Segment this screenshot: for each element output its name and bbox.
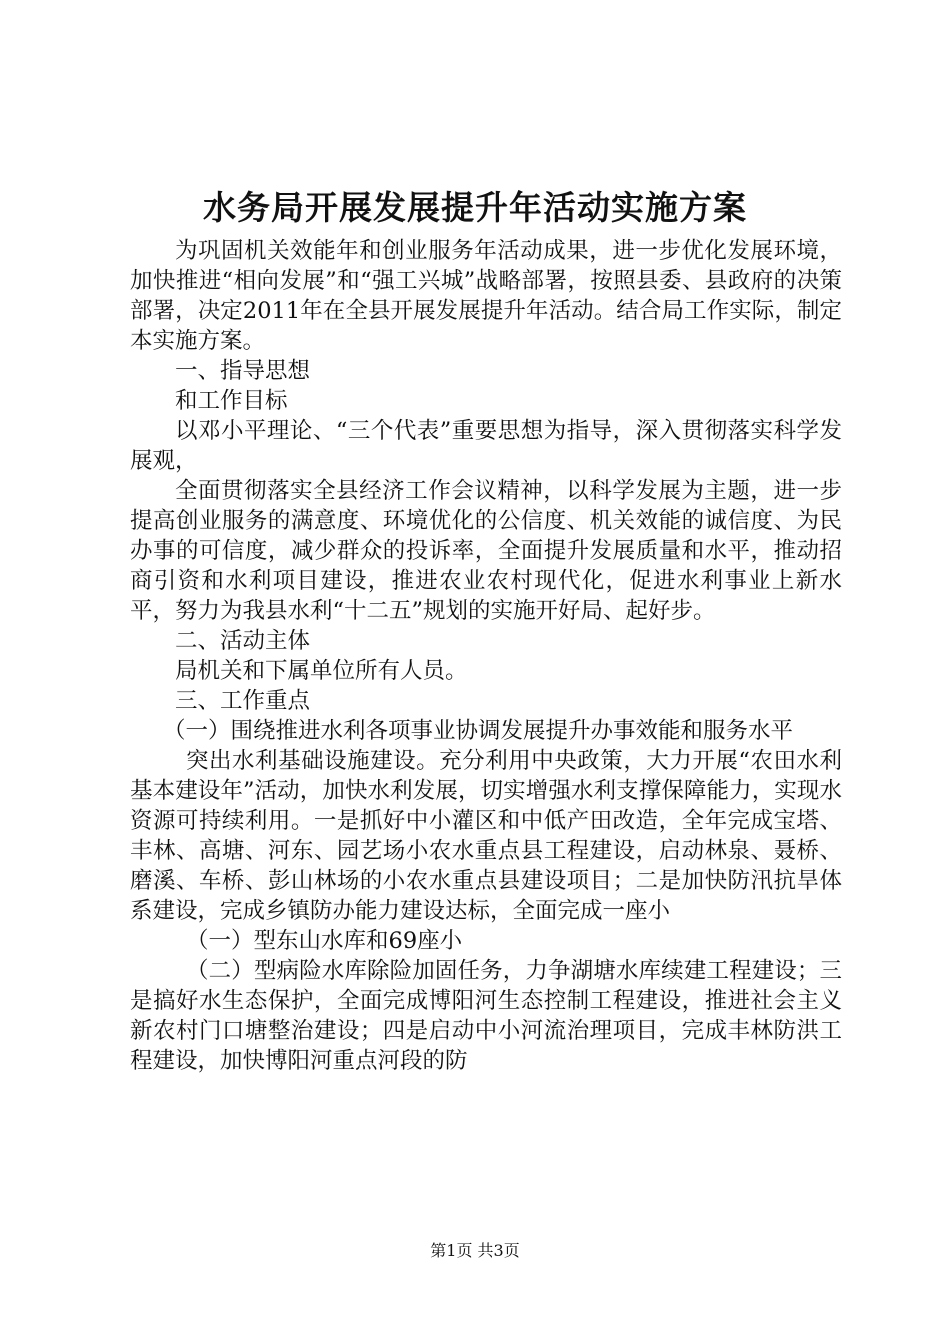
section-heading-continuation: 和工作目标 <box>175 388 288 414</box>
paragraph-subject: 局机关和下属单位所有人员。 <box>175 658 468 684</box>
paragraph-goals: 全面贯彻落实全县经济工作会议精神，以科学发展为主题，进一步提高创业服务的满意度、环境优化的公信度、机关效能的诚信度、为民办事的可信度，减少群众的投诉率，全面提升发展质量和水平，推动招商引资和水利项目建设，推进农业农村现代化，促进水利事业上新水平，努力为我县水利“十二五”规划的实施开好局、起好步。 <box>130 478 842 624</box>
subsection-heading-1: （一）围绕推进水利各项事业协调发展提升办事效能和服务水平 <box>163 718 794 744</box>
document-title: 水务局开展发展提升年活动实施方案 <box>203 188 747 227</box>
paragraph-guidance: 以邓小平理论、“三个代表”重要思想为指导，深入贯彻落实科学发展观， <box>130 418 842 474</box>
section-heading-activity-subject: 二、活动主体 <box>175 628 311 654</box>
paragraph-reservoir-2: （二）型病险水库除险加固任务，力争湖塘水库续建工程建设；三是搞好水生态保护，全面完成博阳河生态控制工程建设，推进社会主义新农村门口塘整治建设；四是启动中小河流治理项目，完成丰林防洪工程建设，加快博阳河重点河段的防 <box>130 958 842 1074</box>
section-heading-work-focus: 三、工作重点 <box>175 688 311 714</box>
page-footer: 第1页 共3页 <box>430 1241 520 1260</box>
section-heading-guiding-ideology: 一、指导思想 <box>175 358 311 384</box>
paragraph-reservoir-1: （一）型东山水库和69座小 <box>186 928 463 954</box>
paragraph-intro: 为巩固机关效能年和创业服务年活动成果，进一步优化发展环境，加快推进“相向发展”和“强工兴城”战略部署，按照县委、县政府的决策部署，决定2011年在全县开展发展提升年活动。结合局工作实际，制定本实施方案。 <box>130 238 842 354</box>
paragraph-infrastructure: 突出水利基础设施建设。充分利用中央政策，大力开展“农田水利基本建设年”活动，加快水利发展，切实增强水利支撑保障能力，实现水资源可持续利用。一是抓好中小灌区和中低产田改造，全年完成宝塔、丰林、高塘、河东、园艺场小农水重点县工程建设，启动林泉、聂桥、磨溪、车桥、彭山林场的小农水重点县建设项目；二是加快防汛抗旱体系建设，完成乡镇防办能力建设达标，全面完成一座小 <box>130 748 842 924</box>
document-body <box>130 236 842 1076</box>
